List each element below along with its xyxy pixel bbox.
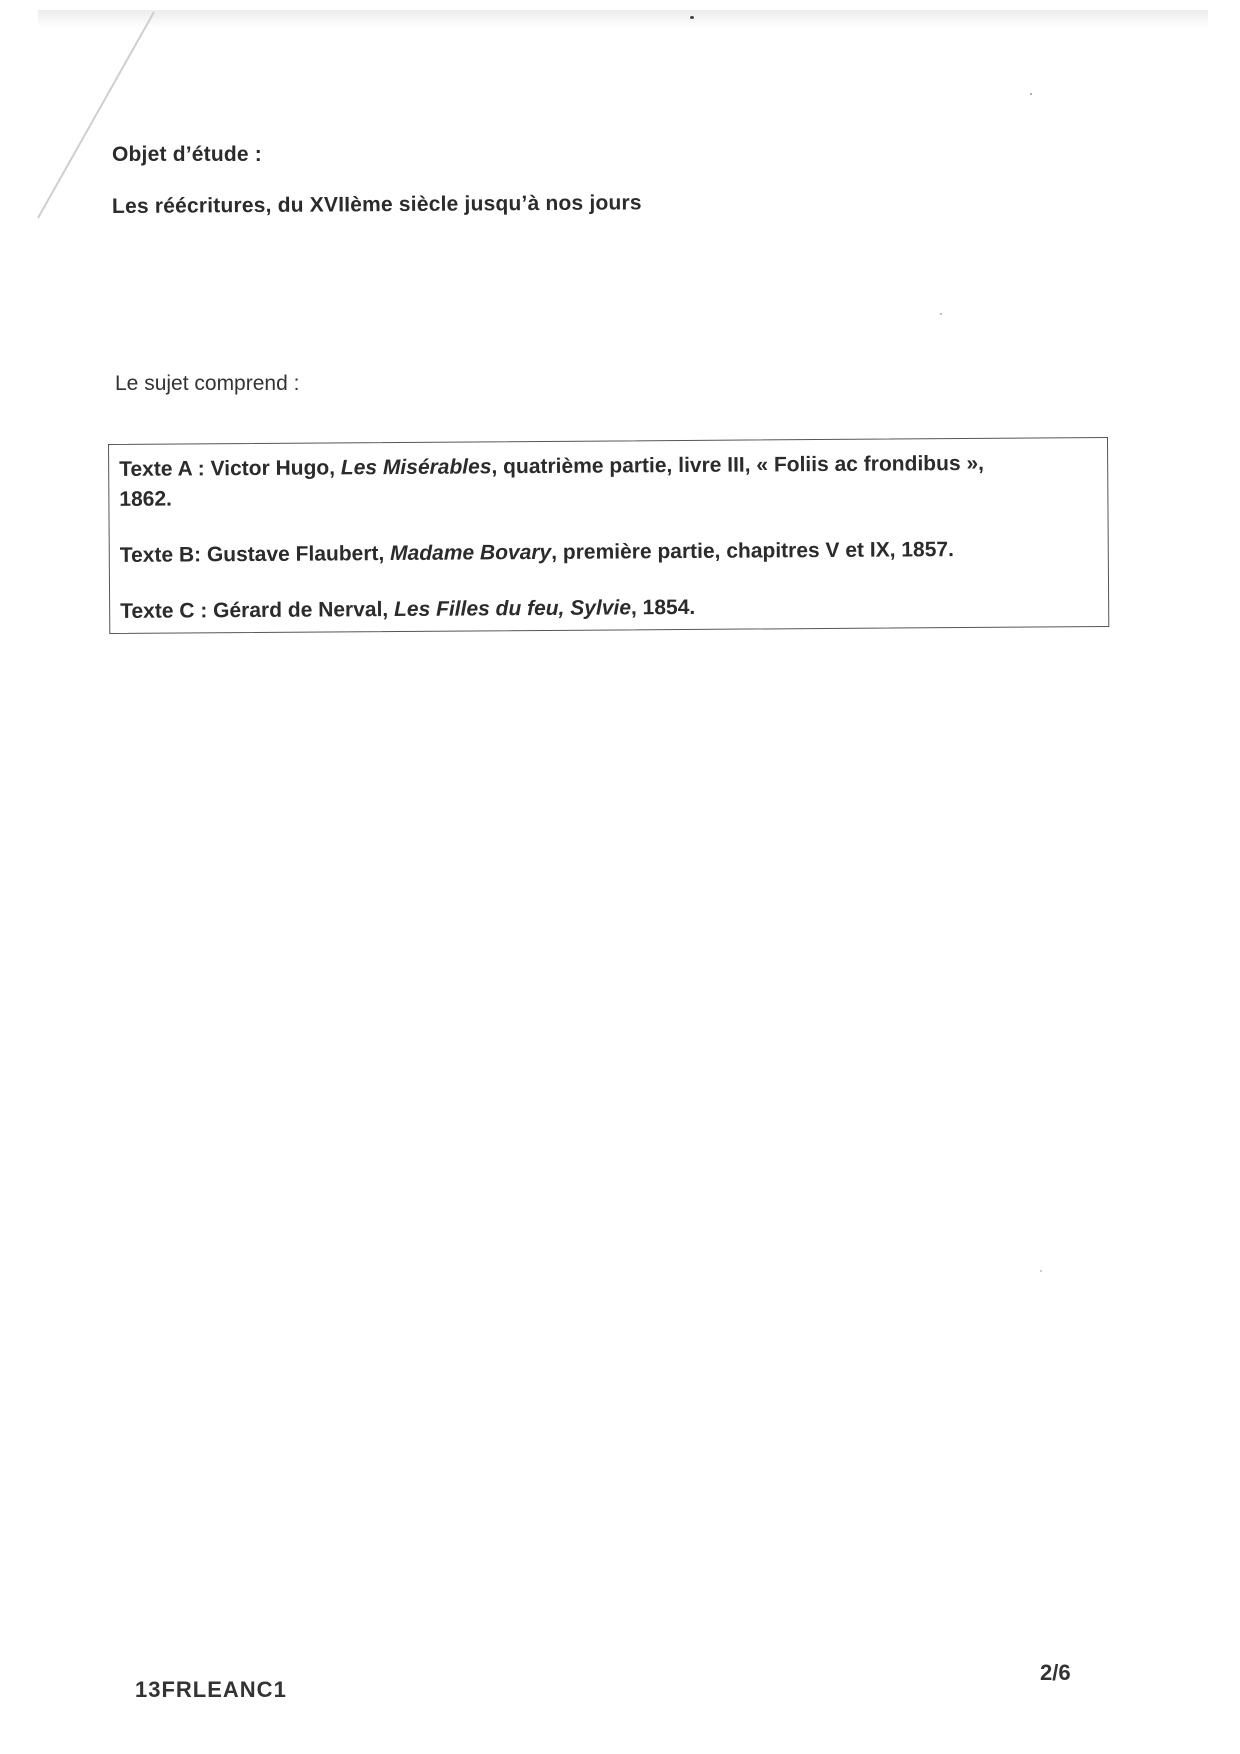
subject-intro: Le sujet comprend : <box>115 372 300 395</box>
scan-speck <box>690 16 694 19</box>
scan-edge-shadow <box>38 10 1208 28</box>
text-entry-suffix: , première partie, chapitres V et IX, 1857. <box>551 538 954 564</box>
page-number: 2/6 <box>1040 1660 1071 1685</box>
text-entry-b <box>120 534 1108 571</box>
text-entry-suffix: , 1854. <box>630 595 696 620</box>
exam-code: 13FRLEANC1 <box>135 1677 287 1702</box>
scan-speck <box>1030 93 1032 95</box>
text-entry-a <box>119 449 999 515</box>
text-entry-suffix: , quatrième partie, livre III, « Foliis ac frondibus », 1862. <box>119 451 985 511</box>
work-title: Madame Bovary <box>390 540 552 566</box>
work-title: Les Filles du feu, Sylvie <box>393 596 632 622</box>
texts-list-box <box>108 437 1109 634</box>
text-entry-prefix: Texte A : Victor Hugo, <box>119 456 341 481</box>
study-object-label: Objet d’étude : <box>112 143 262 166</box>
text-entry-prefix: Texte C : Gérard de Nerval, <box>120 598 395 623</box>
page-fold-mark <box>36 10 156 220</box>
scan-speck <box>1040 1270 1042 1272</box>
work-title: Les Misérables <box>340 455 492 480</box>
scan-speck <box>940 313 942 315</box>
study-object-value: Les réécritures, du XVIIème siècle jusqu’à nos jours <box>111 191 642 218</box>
text-entry-prefix: Texte B: Gustave Flaubert, <box>119 542 391 567</box>
text-entry-c <box>120 590 1108 627</box>
